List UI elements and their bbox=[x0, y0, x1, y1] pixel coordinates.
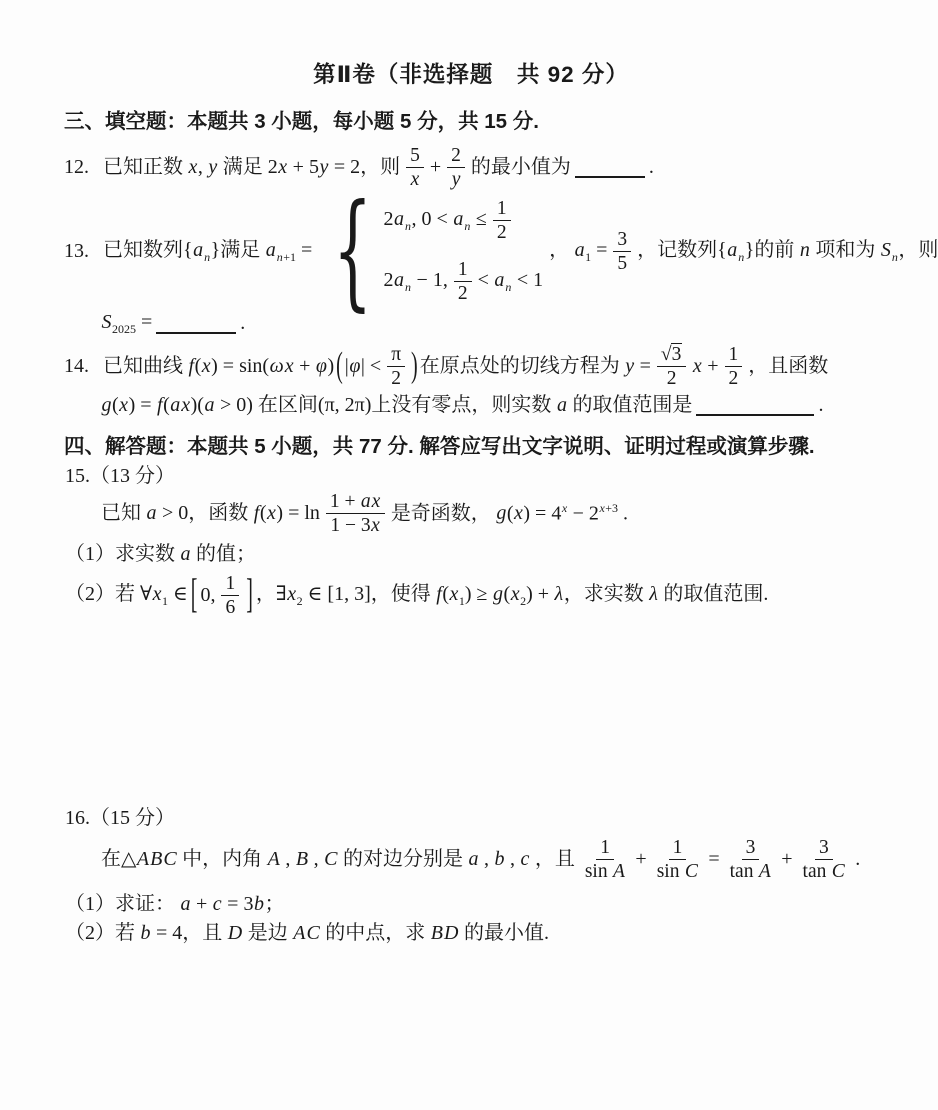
question-15-number: 15.（13 分） bbox=[65, 464, 175, 487]
part-2-text: （2）若 b = 4，且 D 是边 AC 的中点，求 BD 的最小值. bbox=[65, 921, 549, 944]
fraction-denominator: 1 − 3x bbox=[330, 514, 380, 536]
phi-condition: |φ| < bbox=[344, 355, 382, 378]
fraction-denominator: y bbox=[451, 169, 461, 191]
part-2-tail: ，$\exists x_2$ ∈ [1, 3]，使得 $f(x_1) \ge g(x_2) + \lambda$，求实数 λ 的取值范围. bbox=[255, 583, 769, 609]
fraction-denominator: tan C bbox=[802, 860, 845, 882]
fraction-1-over-2 bbox=[724, 343, 744, 390]
question-16-lead: 在△ABC 中，内角 A , B , C 的对边分别是 a , b , c ，且 bbox=[101, 847, 575, 870]
piecewise-case-1 bbox=[383, 197, 545, 244]
x-plus: x + bbox=[692, 355, 719, 378]
question-16-header bbox=[64, 805, 850, 832]
interval-zero: 0, bbox=[200, 583, 216, 606]
fraction-numerator: 1 bbox=[596, 836, 614, 860]
fraction-1-over-2 bbox=[492, 197, 512, 244]
question-13-tail: ，记数列$\{a_n\}$的前 n 项和为 $S_n$，则 bbox=[637, 238, 938, 264]
fraction-denominator: 2 bbox=[666, 368, 677, 390]
fraction-numerator: 1 + ax bbox=[326, 490, 385, 514]
period: . bbox=[240, 311, 246, 334]
section-4-heading: 四、解答题：本题共 5 小题，共 77 分. 解答应写出文字说明、证明过程或演算步骤. bbox=[64, 435, 815, 459]
period: . bbox=[648, 156, 654, 179]
fraction-denominator: 2 bbox=[391, 368, 401, 390]
question-12-lead: 已知正数 x, y 满足 2x + 5y = 2，则 bbox=[103, 156, 401, 179]
left-paren: ( bbox=[336, 346, 343, 386]
case-2-expression: $2a_n - 1$, bbox=[383, 269, 448, 295]
fraction-ln-argument bbox=[325, 490, 386, 537]
fraction-pi-over-2 bbox=[386, 343, 406, 390]
fraction-denominator: 5 bbox=[617, 252, 628, 274]
answer-blank bbox=[156, 313, 236, 334]
question-14-lead: 已知曲线 f(x) = sin(ωx + φ) bbox=[103, 355, 335, 378]
fraction-denominator: x bbox=[410, 169, 420, 191]
fraction-denominator: 2 bbox=[457, 283, 468, 305]
answer-space bbox=[64, 619, 850, 805]
plus-operator: + bbox=[635, 847, 647, 870]
question-14-tail: ，且函数 bbox=[748, 355, 829, 378]
equals-operator: = bbox=[708, 847, 720, 870]
question-13-a1: ， $a_1$ = bbox=[549, 238, 608, 264]
question-13-lead: 已知数列$\{a_n\}$满足 $a_{n+1}$ = bbox=[103, 238, 313, 264]
fraction-denominator: sin C bbox=[656, 860, 698, 882]
answer-blank bbox=[575, 157, 645, 178]
section-3-heading: 三、填空题：本题共 3 小题，每小题 5 分，共 15 分. bbox=[64, 110, 539, 134]
fraction-denominator: 2 bbox=[496, 222, 507, 244]
fraction-denominator: 6 bbox=[225, 596, 236, 618]
case-2-condition: < $a_n < 1$ bbox=[477, 269, 544, 295]
case-1-condition: $2a_n$, $0 < a_n$ ≤ bbox=[383, 208, 487, 234]
s2025-expression: $S_{2025}$ = bbox=[101, 311, 153, 337]
fraction-3-over-tanC bbox=[798, 836, 851, 883]
question-15-part2 bbox=[64, 572, 850, 619]
fraction-numerator: 1 bbox=[454, 258, 472, 282]
question-16-intro bbox=[64, 836, 861, 883]
question-13-line2 bbox=[64, 309, 850, 337]
right-paren: ) bbox=[411, 346, 418, 386]
question-13-number: 13. bbox=[64, 239, 89, 262]
question-15-part1 bbox=[64, 541, 850, 568]
question-16-part2 bbox=[64, 920, 850, 947]
question-14-number: 14. bbox=[64, 355, 89, 378]
piecewise-brace: { bbox=[333, 177, 373, 324]
left-bracket: [ bbox=[190, 571, 198, 617]
plus-operator: + bbox=[781, 847, 793, 870]
fraction-numerator: 2 bbox=[447, 144, 465, 168]
question-16-number: 16.（15 分） bbox=[65, 806, 175, 829]
answer-blank bbox=[696, 395, 814, 416]
right-bracket: ] bbox=[246, 571, 253, 617]
fraction-1-over-6 bbox=[220, 572, 240, 619]
fraction-numerator: 1 bbox=[725, 343, 743, 367]
question-12-number: 12. bbox=[64, 156, 89, 179]
fraction-sqrt3-over-2 bbox=[656, 343, 687, 390]
fraction-denominator: 2 bbox=[728, 368, 739, 390]
question-14 bbox=[64, 343, 850, 390]
fraction-denominator: tan A bbox=[729, 860, 771, 882]
question-14-line2 bbox=[64, 392, 850, 419]
fraction-numerator: 3 bbox=[815, 836, 833, 860]
part-2-lead: （2）若 $\forall x_1$ ∈ bbox=[65, 583, 188, 609]
fraction-1-over-sinC bbox=[652, 836, 704, 883]
period: . bbox=[818, 394, 824, 417]
fraction-numerator: 1 bbox=[669, 836, 687, 860]
fraction-3-over-5 bbox=[612, 228, 632, 275]
page-title: 第Ⅱ卷（非选择题 共 92 分） bbox=[313, 62, 629, 87]
question-12 bbox=[64, 144, 850, 191]
fraction-denominator: sin A bbox=[584, 860, 625, 882]
fraction-2-over-y bbox=[446, 144, 466, 191]
part-1-text: （1）求实数 a 的值； bbox=[65, 542, 256, 565]
fraction-numerator: 1 bbox=[221, 572, 239, 596]
piecewise-cases bbox=[383, 197, 545, 305]
period: . bbox=[855, 847, 861, 870]
question-12-tail: 的最小值为 bbox=[470, 156, 571, 179]
fraction-numerator: 3 bbox=[613, 228, 631, 252]
question-15-intro bbox=[64, 490, 850, 537]
question-14-line2-text: g(x) = f(ax)(a > 0) 在区间(π, 2π)上没有零点，则实数 a 的取值范围是 bbox=[101, 394, 693, 417]
fraction-1-over-2 bbox=[453, 258, 473, 305]
fraction-numerator: 1 bbox=[493, 197, 511, 221]
fraction-1-over-sinA bbox=[580, 836, 631, 883]
question-15-lead: 已知 a > 0，函数 f(x) = ln bbox=[101, 501, 320, 524]
piecewise-function bbox=[317, 177, 544, 324]
question-15-mid: 是奇函数， $g(x) = 4^x - 2^{x+3}$ . bbox=[390, 500, 629, 525]
fraction-numerator: 5 bbox=[406, 144, 424, 168]
fraction-numerator: 3 bbox=[742, 836, 760, 860]
fraction-numerator: √3 bbox=[657, 343, 686, 367]
piecewise-case-2 bbox=[383, 258, 545, 305]
question-15-header bbox=[64, 463, 850, 490]
tangent-line-text: 在原点处的切线方程为 y = bbox=[419, 355, 651, 378]
fraction-5-over-x bbox=[405, 144, 425, 191]
fraction-numerator: π bbox=[387, 343, 405, 367]
part-1-text: （1）求证： a + c = 3b； bbox=[65, 892, 285, 915]
question-16-part1 bbox=[64, 891, 850, 918]
fraction-3-over-tanA bbox=[725, 836, 777, 883]
plus-operator: + bbox=[429, 156, 442, 179]
